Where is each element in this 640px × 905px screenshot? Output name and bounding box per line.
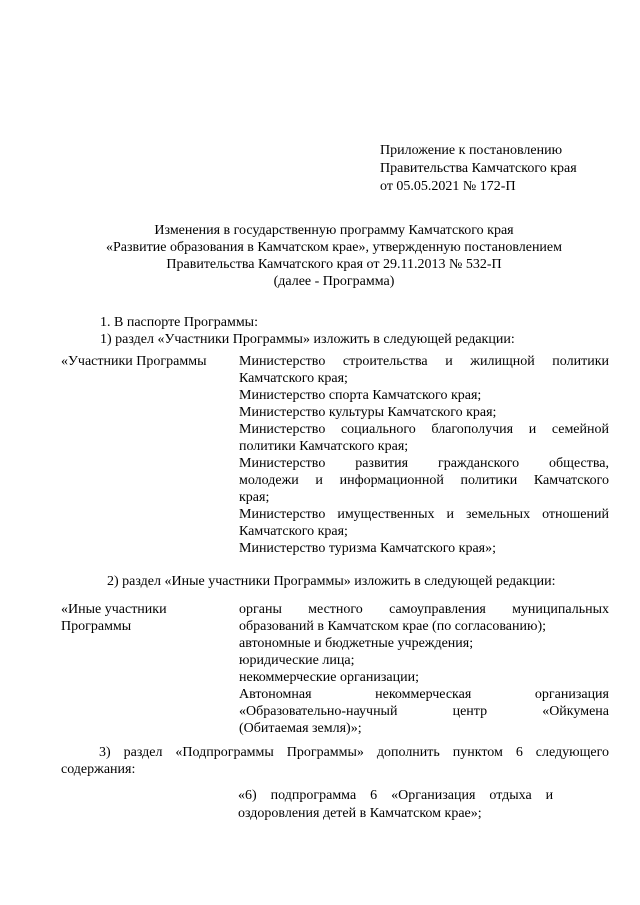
- title-line: «Развитие образования в Камчатском крае», утвержденную постановлением: [106, 240, 562, 255]
- other-participants-line: некоммерческие организации;: [239, 670, 419, 685]
- other-participants-table: [61, 601, 609, 737]
- title-line: Изменения в государственную программу Камчатского края: [154, 223, 514, 238]
- participants-table: [61, 353, 609, 557]
- subprogram-6-line: «6) подпрограмма 6 «Организация отдыха и: [238, 788, 554, 803]
- item-1-text: 1) раздел «Участники Программы» изложить в следующей редакции:: [100, 332, 515, 347]
- participants-line: молодежи и информационной политики Камчатского: [239, 473, 609, 488]
- item-2-text: 2) раздел «Иные участники Программы» изложить в следующей редакции:: [107, 574, 556, 589]
- other-participants-line: автономные и бюджетные учреждения;: [239, 636, 474, 651]
- other-participants-line: «Образовательно-научный центр «Ойкумена: [239, 704, 609, 719]
- participants-line: Министерство строительства и жилищной политики: [239, 354, 609, 369]
- other-participants-line: образований в Камчатском крае (по согласованию);: [239, 619, 546, 634]
- other-participants-line: юридические лица;: [239, 653, 355, 668]
- participants-line: края;: [239, 490, 270, 505]
- appendix-line: Приложение к постановлению: [380, 143, 563, 158]
- participants-line: политики Камчатского края;: [239, 439, 409, 454]
- other-participants-label-line: «Иные участники: [61, 602, 167, 617]
- participants-line: Министерство культуры Камчатского края;: [239, 405, 497, 420]
- title-line: Правительства Камчатского края от 29.11.2013 № 532-П: [166, 257, 502, 272]
- other-participants-label: [61, 601, 239, 737]
- participants-line: Министерство социального благополучия и семейной: [239, 422, 609, 437]
- participants-list: [239, 353, 609, 557]
- other-participants-line: Автономная некоммерческая организация: [239, 687, 609, 702]
- participants-line: Министерство развития гражданского общества,: [239, 456, 609, 471]
- participants-line: Министерство туризма Камчатского края»;: [239, 541, 497, 556]
- other-participants-list: [239, 601, 609, 737]
- participants-line: Камчатского края;: [239, 371, 348, 386]
- participants-line: Министерство имущественных и земельных отношений: [239, 507, 609, 522]
- subprogram-6-line: оздоровления детей в Камчатском крае»;: [238, 806, 482, 821]
- participants-label: «Участники Программы: [61, 354, 207, 369]
- document-title: [60, 222, 608, 290]
- participants-line: Камчатского края;: [239, 524, 348, 539]
- appendix-line: Правительства Камчатского края: [380, 161, 577, 176]
- other-participants-label-line: Программы: [61, 619, 132, 634]
- section-heading: 1. В паспорте Программы:: [100, 315, 258, 330]
- participants-line: Министерство спорта Камчатского края;: [239, 388, 482, 403]
- subprogram-6-item: [238, 787, 608, 823]
- other-participants-line: органы местного самоуправления муниципальных: [239, 602, 609, 617]
- other-participants-line: (Обитаемая земля)»;: [239, 721, 362, 736]
- appendix-line: от 05.05.2021 № 172-П: [380, 179, 516, 194]
- item-3-text: 3) раздел «Подпрограммы Программы» дополнить пунктом 6 следующего: [99, 745, 609, 760]
- title-line: (далее - Программа): [273, 274, 395, 289]
- item-3-continuation: содержания:: [61, 762, 136, 777]
- appendix-header: [380, 142, 577, 196]
